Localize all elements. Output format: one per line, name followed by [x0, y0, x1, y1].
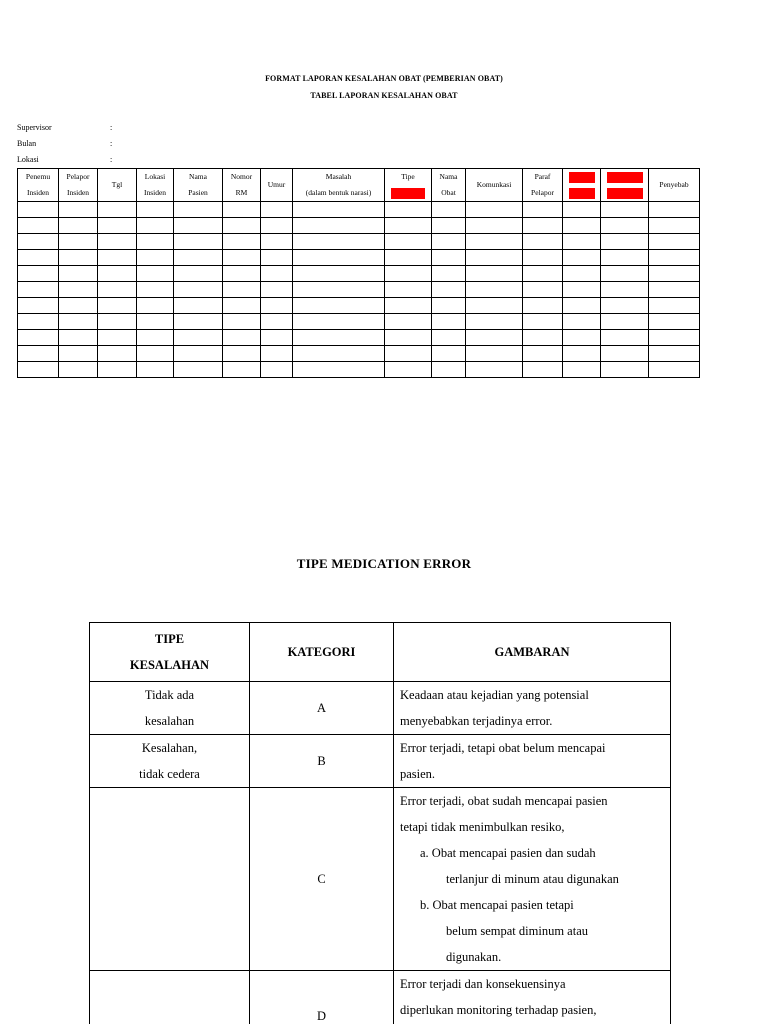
table-cell [649, 282, 700, 298]
table-cell [432, 298, 466, 314]
gambaran-cell: Keadaan atau kejadian yang potensial menyebabkan terjadinya error. [394, 682, 671, 735]
table-cell [466, 362, 523, 378]
table-cell [261, 234, 293, 250]
table-cell [649, 298, 700, 314]
table-cell [293, 330, 385, 346]
table-cell [293, 346, 385, 362]
table-cell [137, 218, 174, 234]
kategori-cell: B [250, 735, 394, 788]
table-cell [18, 234, 59, 250]
redaction-block [607, 188, 643, 199]
table-cell [293, 250, 385, 266]
redaction-block [569, 172, 595, 183]
table-cell [523, 314, 563, 330]
table-cell [649, 330, 700, 346]
table-cell [293, 234, 385, 250]
table-cell [261, 266, 293, 282]
table-cell [385, 362, 432, 378]
header-cell: Nomor RM [223, 169, 261, 202]
meta-sep: : [110, 139, 113, 148]
table-cell [563, 298, 601, 314]
table-cell [432, 282, 466, 298]
table-cell [649, 346, 700, 362]
table-cell [523, 346, 563, 362]
table-cell [98, 218, 137, 234]
types-table [89, 622, 671, 1024]
table-row [18, 234, 700, 250]
table-cell [18, 266, 59, 282]
meta-supervisor [17, 123, 112, 132]
table-cell [601, 234, 649, 250]
table-cell [432, 218, 466, 234]
table-cell [223, 298, 261, 314]
table-cell [649, 250, 700, 266]
table-cell [466, 346, 523, 362]
table-cell [649, 202, 700, 218]
table-cell [432, 362, 466, 378]
table-cell [98, 298, 137, 314]
table-cell [466, 314, 523, 330]
table-cell [523, 298, 563, 314]
table-row [18, 330, 700, 346]
table-cell [649, 218, 700, 234]
table-cell [98, 282, 137, 298]
table-cell [649, 314, 700, 330]
table-cell [293, 218, 385, 234]
table-row [18, 202, 700, 218]
table-cell [563, 330, 601, 346]
table-cell [563, 202, 601, 218]
table-cell [432, 330, 466, 346]
table-cell [174, 314, 223, 330]
header-cell: Tipe [385, 169, 432, 202]
table-cell [18, 202, 59, 218]
table-cell [59, 330, 98, 346]
form-title: FORMAT LAPORAN KESALAHAN OBAT (PEMBERIAN OBAT) [265, 74, 503, 83]
table-row [90, 788, 671, 971]
table-row [18, 346, 700, 362]
table-cell [432, 266, 466, 282]
meta-label: Bulan [17, 139, 37, 148]
table-cell [137, 250, 174, 266]
table-cell [523, 362, 563, 378]
header-cell: Tgl [98, 169, 137, 202]
table-cell [18, 314, 59, 330]
table-row [18, 362, 700, 378]
table-title: TABEL LAPORAN KESALAHAN OBAT [310, 91, 458, 100]
header-cell: Komunkasi [466, 169, 523, 202]
header-tipe: TIPE KESALAHAN [90, 623, 250, 682]
table-cell [59, 346, 98, 362]
table-cell [261, 346, 293, 362]
table-cell [293, 362, 385, 378]
table-cell [59, 298, 98, 314]
table-cell [174, 202, 223, 218]
meta-bulan [17, 139, 112, 148]
table-cell [466, 282, 523, 298]
meta-sep: : [110, 123, 113, 132]
table-cell [432, 346, 466, 362]
kategori-cell: C [250, 788, 394, 971]
table-cell [98, 250, 137, 266]
table-cell [223, 346, 261, 362]
section-title: TIPE MEDICATION ERROR [296, 556, 472, 571]
table-cell [385, 346, 432, 362]
table-cell [261, 282, 293, 298]
table-cell [563, 314, 601, 330]
types-header-row [90, 623, 671, 682]
report-body [18, 202, 700, 378]
table-cell [223, 234, 261, 250]
table-cell [137, 330, 174, 346]
table-cell [523, 202, 563, 218]
table-cell [223, 314, 261, 330]
table-cell [293, 282, 385, 298]
table-cell [385, 314, 432, 330]
table-cell [523, 234, 563, 250]
table-cell [261, 314, 293, 330]
table-cell [563, 250, 601, 266]
table-cell [385, 218, 432, 234]
tipe-cell [90, 971, 250, 1024]
table-cell [174, 330, 223, 346]
table-cell [174, 346, 223, 362]
table-cell [223, 266, 261, 282]
tipe-cell [90, 788, 250, 971]
table-cell [18, 250, 59, 266]
table-cell [174, 218, 223, 234]
table-cell [59, 282, 98, 298]
table-cell [59, 362, 98, 378]
table-cell [223, 330, 261, 346]
table-cell [137, 362, 174, 378]
header-cell: Pelapor Insiden [59, 169, 98, 202]
header-cell: Umur [261, 169, 293, 202]
header-cell: Penyebab [649, 169, 700, 202]
table-cell [18, 298, 59, 314]
table-cell [174, 282, 223, 298]
table-cell [466, 202, 523, 218]
table-cell [223, 362, 261, 378]
table-cell [137, 234, 174, 250]
table-row [18, 250, 700, 266]
redaction-block [391, 188, 425, 199]
table-cell [466, 298, 523, 314]
table-cell [223, 202, 261, 218]
table-cell [432, 234, 466, 250]
table-cell [59, 202, 98, 218]
table-cell [18, 362, 59, 378]
table-cell [174, 298, 223, 314]
tipe-cell: Tidak ada kesalahan [90, 682, 250, 735]
table-row [18, 314, 700, 330]
table-cell [601, 250, 649, 266]
table-cell [385, 282, 432, 298]
meta-label: Supervisor [17, 123, 52, 132]
table-cell [137, 298, 174, 314]
table-cell [385, 298, 432, 314]
table-cell [98, 314, 137, 330]
table-cell [174, 362, 223, 378]
table-cell [18, 218, 59, 234]
table-cell [563, 234, 601, 250]
header-cell [563, 169, 601, 202]
table-cell [649, 234, 700, 250]
table-cell [601, 330, 649, 346]
report-table [17, 168, 700, 378]
table-cell [261, 202, 293, 218]
table-cell [563, 362, 601, 378]
table-cell [523, 250, 563, 266]
meta-lokasi [17, 155, 112, 164]
table-cell [59, 266, 98, 282]
table-cell [649, 362, 700, 378]
meta-sep: : [110, 155, 113, 164]
table-cell [98, 266, 137, 282]
table-cell [649, 266, 700, 282]
table-cell [98, 330, 137, 346]
kategori-cell: D [250, 971, 394, 1024]
header-cell: Lokasi Insiden [137, 169, 174, 202]
table-cell [261, 298, 293, 314]
table-cell [59, 218, 98, 234]
table-cell [293, 298, 385, 314]
table-cell [293, 202, 385, 218]
tipe-cell: Kesalahan, tidak cedera [90, 735, 250, 788]
table-cell [385, 234, 432, 250]
table-cell [523, 282, 563, 298]
table-cell [601, 362, 649, 378]
table-cell [601, 218, 649, 234]
header-cell: Nama Obat [432, 169, 466, 202]
table-row [18, 282, 700, 298]
table-cell [98, 346, 137, 362]
table-cell [174, 266, 223, 282]
table-cell [432, 314, 466, 330]
table-cell [137, 346, 174, 362]
table-cell [98, 234, 137, 250]
table-cell [223, 218, 261, 234]
table-cell [385, 266, 432, 282]
table-cell [523, 266, 563, 282]
table-cell [18, 346, 59, 362]
table-cell [466, 250, 523, 266]
table-cell [261, 250, 293, 266]
table-cell [432, 250, 466, 266]
table-cell [466, 234, 523, 250]
table-cell [466, 330, 523, 346]
table-cell [223, 250, 261, 266]
header-cell [601, 169, 649, 202]
table-cell [137, 202, 174, 218]
table-cell [137, 282, 174, 298]
table-cell [523, 330, 563, 346]
table-cell [59, 234, 98, 250]
table-cell [466, 266, 523, 282]
table-row [90, 735, 671, 788]
table-cell [261, 362, 293, 378]
header-cell: Paraf Pelapor [523, 169, 563, 202]
table-cell [601, 282, 649, 298]
table-row [18, 298, 700, 314]
table-cell [563, 282, 601, 298]
table-row [90, 682, 671, 735]
table-cell [563, 346, 601, 362]
redaction-block [569, 188, 595, 199]
table-cell [59, 250, 98, 266]
table-cell [293, 266, 385, 282]
table-cell [385, 202, 432, 218]
meta-label: Lokasi [17, 155, 39, 164]
gambaran-cell: Error terjadi dan konsekuensinya diperlukan monitoring terhadap pasien, [394, 971, 671, 1024]
table-cell [466, 218, 523, 234]
table-cell [137, 314, 174, 330]
kategori-cell: A [250, 682, 394, 735]
table-cell [98, 202, 137, 218]
header-cell: Masalah (dalam bentuk narasi) [293, 169, 385, 202]
table-cell [261, 218, 293, 234]
gambaran-cell: Error terjadi, tetapi obat belum mencapai pasien. [394, 735, 671, 788]
header-cell: Penemu Insiden [18, 169, 59, 202]
redaction-block [607, 172, 643, 183]
table-cell [601, 298, 649, 314]
table-row [18, 218, 700, 234]
table-cell [601, 346, 649, 362]
header-kategori: KATEGORI [250, 623, 394, 682]
table-cell [174, 234, 223, 250]
table-cell [523, 218, 563, 234]
report-header-row [18, 169, 700, 202]
table-cell [432, 202, 466, 218]
table-cell [293, 314, 385, 330]
table-cell [59, 314, 98, 330]
table-cell [98, 362, 137, 378]
table-row [18, 266, 700, 282]
table-row [90, 971, 671, 1024]
header-gambaran: GAMBARAN [394, 623, 671, 682]
header-cell: Nama Pasien [174, 169, 223, 202]
table-cell [601, 266, 649, 282]
table-cell [261, 330, 293, 346]
table-cell [601, 314, 649, 330]
table-cell [174, 250, 223, 266]
table-cell [18, 330, 59, 346]
gambaran-cell: Error terjadi, obat sudah mencapai pasien tetapi tidak menimbulkan resiko, a. Obat mencapai pasien dan sudah terlanjur di minum atau digunakan b. Obat mencapai pasien tetapi belum sempat diminum atau digunakan. [394, 788, 671, 971]
table-cell [563, 218, 601, 234]
table-cell [601, 202, 649, 218]
table-cell [223, 282, 261, 298]
table-cell [137, 266, 174, 282]
table-cell [563, 266, 601, 282]
table-cell [385, 250, 432, 266]
table-cell [18, 282, 59, 298]
table-cell [385, 330, 432, 346]
